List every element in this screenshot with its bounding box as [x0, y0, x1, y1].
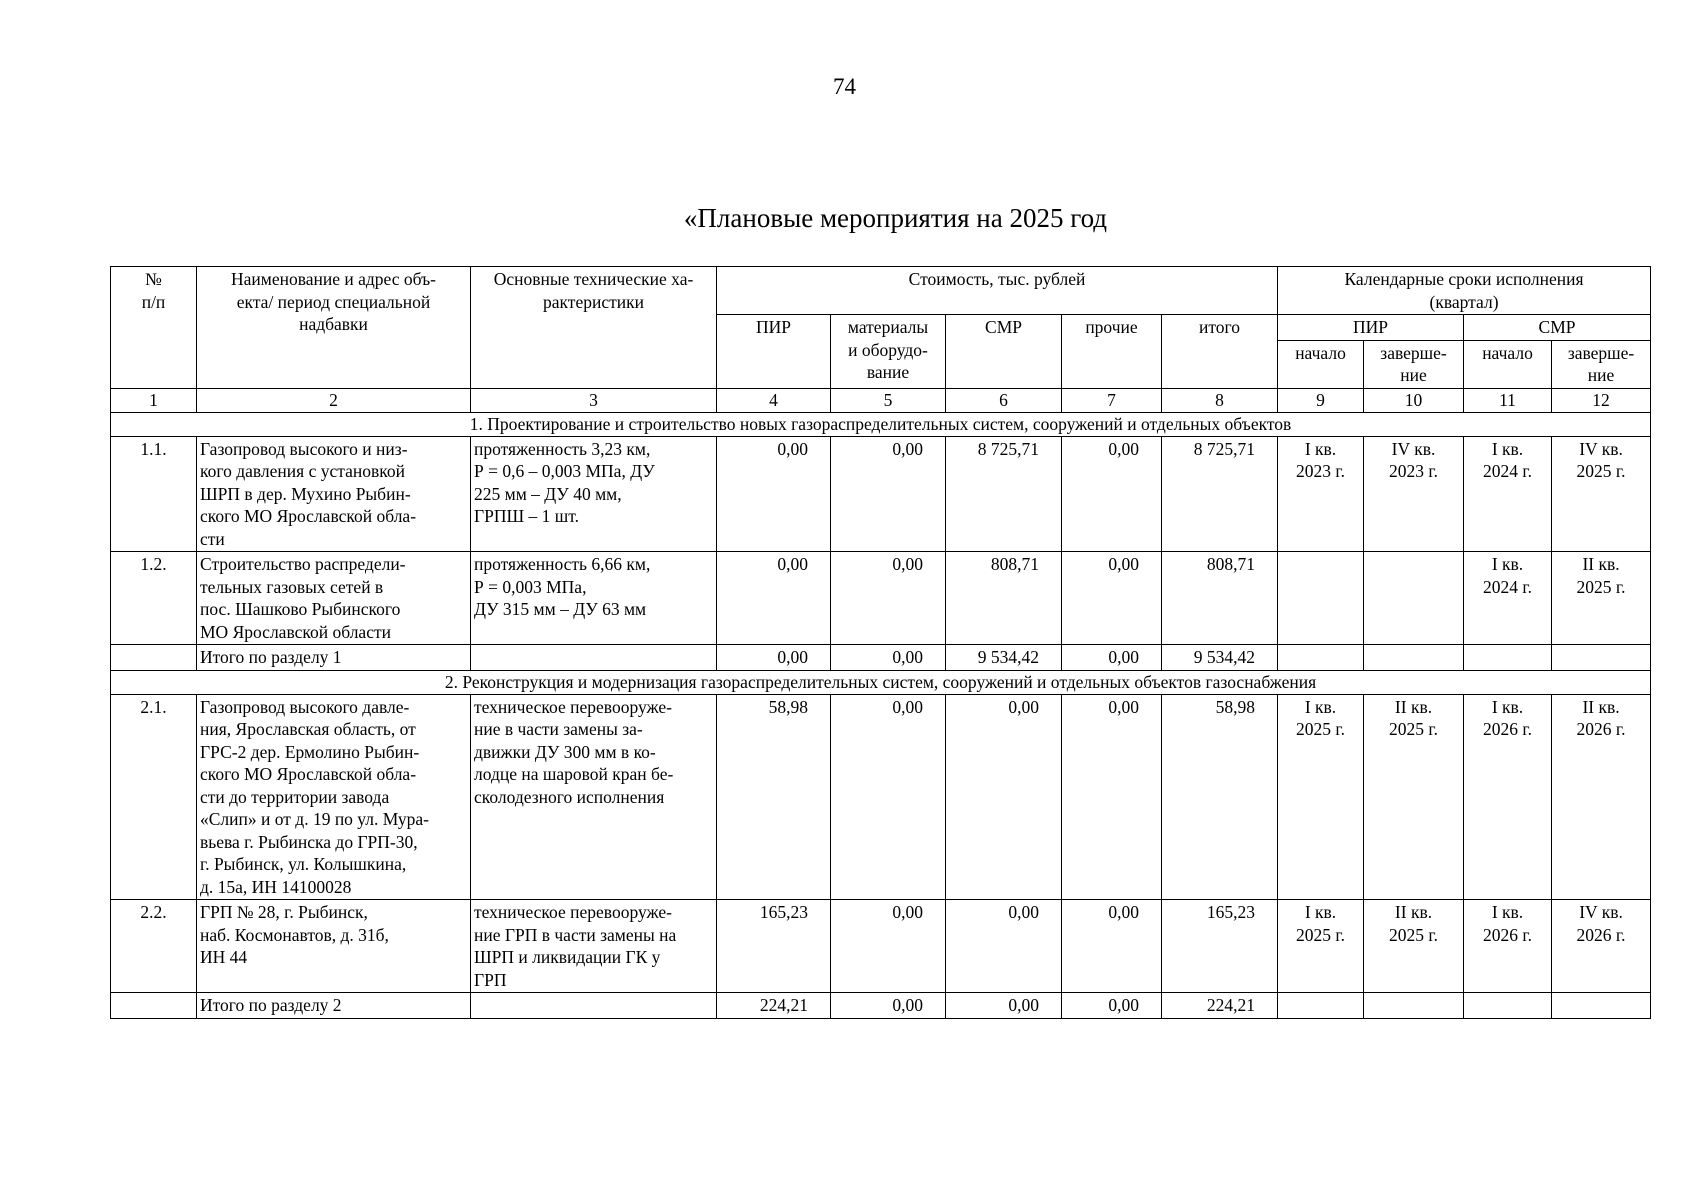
- row-pir-end: II кв. 2025 г.: [1364, 900, 1464, 993]
- header-row-1: [111, 267, 1651, 315]
- planned-measures-table: [110, 266, 1651, 1019]
- row-cost-pir: 0,00: [717, 436, 831, 552]
- row-num: 2.2.: [111, 900, 197, 993]
- column-number: 11: [1464, 388, 1552, 412]
- row-cost-other: 0,00: [1062, 694, 1162, 900]
- section-title: 1. Проектирование и строительство новых газораспределительных систем, сооружений и отдельных объектов: [111, 412, 1651, 436]
- header-tech: Основные технические ха- рактеристики: [471, 267, 717, 389]
- page-number: 74: [833, 74, 856, 99]
- row-cost-total: 58,98: [1162, 694, 1278, 900]
- row-smr-end: IV кв. 2026 г.: [1552, 900, 1651, 993]
- subtotal-row: [111, 645, 1651, 671]
- row-cost-smr: 8 725,71: [946, 436, 1062, 552]
- row-pir-start: I кв. 2023 г.: [1278, 436, 1364, 552]
- column-number: 7: [1062, 388, 1162, 412]
- column-number: 8: [1162, 388, 1278, 412]
- row-tech: техническое перевооруже- ние ГРП в части замены на ШРП и ликвидации ГК у ГРП: [471, 900, 717, 993]
- subtotal-tech-empty: [471, 993, 717, 1019]
- header-cost-materials: материалы и оборудо- вание: [831, 315, 946, 389]
- header-smr-end: заверше- ние: [1552, 340, 1651, 388]
- header-cost-pir: ПИР: [717, 315, 831, 389]
- subtotal-cost-materials: 0,00: [831, 645, 946, 671]
- row-cost-smr: 0,00: [946, 694, 1062, 900]
- row-pir-start: I кв. 2025 г.: [1278, 694, 1364, 900]
- column-number: 5: [831, 388, 946, 412]
- row-cost-other: 0,00: [1062, 900, 1162, 993]
- row-cost-smr: 0,00: [946, 900, 1062, 993]
- section-title: 2. Реконструкция и модернизация газораспределительных систем, сооружений и отдельных объектов газоснабжения: [111, 670, 1651, 694]
- row-tech: протяженность 6,66 км, Р = 0,003 МПа, ДУ 315 мм – ДУ 63 мм: [471, 552, 717, 645]
- row-pir-start: [1278, 552, 1364, 645]
- empty-cell: [1552, 993, 1651, 1019]
- subtotal-cost-other: 0,00: [1062, 993, 1162, 1019]
- section-title-row: [111, 670, 1651, 694]
- row-cost-materials: 0,00: [831, 900, 946, 993]
- row-tech: протяженность 3,23 км, Р = 0,6 – 0,003 МПа, ДУ 225 мм – ДУ 40 мм, ГРПШ – 1 шт.: [471, 436, 717, 552]
- table-row: [111, 694, 1651, 900]
- header-cost: Стоимость, тыс. рублей: [717, 267, 1278, 315]
- row-cost-materials: 0,00: [831, 552, 946, 645]
- row-smr-end: II кв. 2025 г.: [1552, 552, 1651, 645]
- header-pir-end: заверше- ние: [1364, 340, 1464, 388]
- row-num: 1.2.: [111, 552, 197, 645]
- row-cost-other: 0,00: [1062, 552, 1162, 645]
- section-title-row: [111, 412, 1651, 436]
- row-smr-end: II кв. 2026 г.: [1552, 694, 1651, 900]
- subtotal-label: Итого по разделу 1: [197, 645, 471, 671]
- empty-cell: [1278, 645, 1364, 671]
- header-smr-start: начало: [1464, 340, 1552, 388]
- row-smr-end: IV кв. 2025 г.: [1552, 436, 1651, 552]
- header-cost-other: прочие: [1062, 315, 1162, 389]
- table-row: [111, 552, 1651, 645]
- document-title: «Плановые мероприятия на 2025 год: [683, 203, 1108, 233]
- empty-cell: [1464, 993, 1552, 1019]
- column-number: 12: [1552, 388, 1651, 412]
- header-dates-smr: СМР: [1464, 315, 1651, 341]
- row-name: Газопровод высокого и низ- кого давления с установкой ШРП в дер. Мухино Рыбин- ского МО Ярославской обла- сти: [197, 436, 471, 552]
- header-dates-pir: ПИР: [1278, 315, 1464, 341]
- subtotal-cost-smr: 0,00: [946, 993, 1062, 1019]
- row-cost-materials: 0,00: [831, 436, 946, 552]
- subtotal-cost-pir: 224,21: [717, 993, 831, 1019]
- row-name: ГРП № 28, г. Рыбинск, наб. Космонавтов, д. 31б, ИН 44: [197, 900, 471, 993]
- column-number: 6: [946, 388, 1062, 412]
- row-smr-start: I кв. 2024 г.: [1464, 436, 1552, 552]
- row-cost-materials: 0,00: [831, 694, 946, 900]
- row-cost-pir: 0,00: [717, 552, 831, 645]
- row-smr-start: I кв. 2026 г.: [1464, 900, 1552, 993]
- empty-cell: [1552, 645, 1651, 671]
- column-number: 3: [471, 388, 717, 412]
- table-row: [111, 436, 1651, 552]
- header-name: Наименование и адрес объ- екта/ период специальной надбавки: [197, 267, 471, 389]
- row-cost-total: 8 725,71: [1162, 436, 1278, 552]
- column-number: 4: [717, 388, 831, 412]
- column-number-row: [111, 388, 1651, 412]
- header-cost-smr: СМР: [946, 315, 1062, 389]
- row-cost-total: 808,71: [1162, 552, 1278, 645]
- row-cost-pir: 165,23: [717, 900, 831, 993]
- row-num: 1.1.: [111, 436, 197, 552]
- empty-cell: [1364, 645, 1464, 671]
- row-cost-total: 165,23: [1162, 900, 1278, 993]
- subtotal-cost-total: 9 534,42: [1162, 645, 1278, 671]
- subtotal-cost-materials: 0,00: [831, 993, 946, 1019]
- subtotal-row: [111, 993, 1651, 1019]
- subtotal-cost-smr: 9 534,42: [946, 645, 1062, 671]
- row-pir-end: [1364, 552, 1464, 645]
- column-number: 1: [111, 388, 197, 412]
- subtotal-num-empty: [111, 993, 197, 1019]
- header-cost-total: итого: [1162, 315, 1278, 389]
- header-num: № п/п: [111, 267, 197, 389]
- header-dates: Календарные сроки исполнения (квартал): [1278, 267, 1651, 315]
- row-pir-end: II кв. 2025 г.: [1364, 694, 1464, 900]
- row-name: Строительство распредели- тельных газовых сетей в пос. Шашково Рыбинского МО Ярославской области: [197, 552, 471, 645]
- column-number: 10: [1364, 388, 1464, 412]
- header-pir-start: начало: [1278, 340, 1364, 388]
- subtotal-tech-empty: [471, 645, 717, 671]
- empty-cell: [1278, 993, 1364, 1019]
- subtotal-cost-other: 0,00: [1062, 645, 1162, 671]
- row-name: Газопровод высокого давле- ния, Ярославская область, от ГРС-2 дер. Ермолино Рыбин- ского МО Ярославской обла- сти до территории завода «Слип» и от д. 19 по ул. Мура- вьева г. Рыбинска до ГРП-30, г. Рыбинск, ул. Колышкина, д. 15а, ИН 14100028: [197, 694, 471, 900]
- row-num: 2.1.: [111, 694, 197, 900]
- subtotal-cost-total: 224,21: [1162, 993, 1278, 1019]
- subtotal-num-empty: [111, 645, 197, 671]
- empty-cell: [1464, 645, 1552, 671]
- table-row: [111, 900, 1651, 993]
- row-cost-other: 0,00: [1062, 436, 1162, 552]
- row-cost-smr: 808,71: [946, 552, 1062, 645]
- row-smr-start: I кв. 2026 г.: [1464, 694, 1552, 900]
- row-tech: техническое перевооруже- ние в части замены за- движки ДУ 300 мм в ко- лодце на шаровой кран бе- сколодезного исполнения: [471, 694, 717, 900]
- row-smr-start: I кв. 2024 г.: [1464, 552, 1552, 645]
- row-cost-pir: 58,98: [717, 694, 831, 900]
- column-number: 2: [197, 388, 471, 412]
- row-pir-end: IV кв. 2023 г.: [1364, 436, 1464, 552]
- column-number: 9: [1278, 388, 1364, 412]
- subtotal-label: Итого по разделу 2: [197, 993, 471, 1019]
- empty-cell: [1364, 993, 1464, 1019]
- subtotal-cost-pir: 0,00: [717, 645, 831, 671]
- row-pir-start: I кв. 2025 г.: [1278, 900, 1364, 993]
